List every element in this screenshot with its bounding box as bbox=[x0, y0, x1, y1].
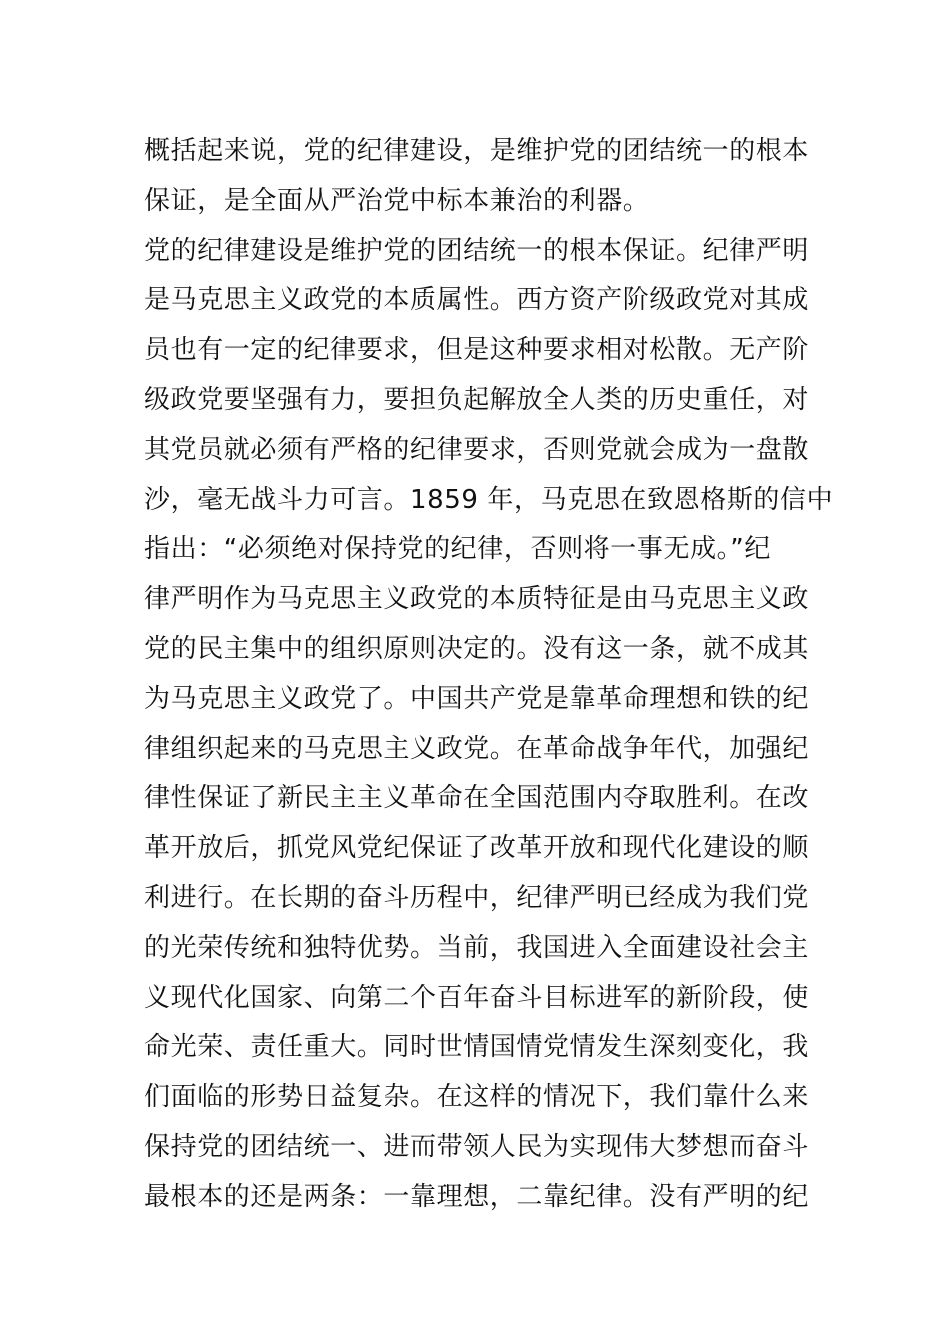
text-line: 最根本的还是两条：一靠理想，二靠纪律。没有严明的纪 bbox=[144, 1181, 810, 1212]
text-line: 律严明作为马克思主义政党的本质特征是由马克思主义政 bbox=[144, 584, 810, 615]
text-line: 党的纪律建设是维护党的团结统一的根本保证。纪律严明 bbox=[144, 235, 810, 266]
text-line: 义现代化国家、向第二个百年奋斗目标进军的新阶段，使 bbox=[144, 982, 810, 1013]
body-text bbox=[144, 127, 834, 1223]
text-line: 们面临的形势日益复杂。在这样的情况下，我们靠什么来 bbox=[144, 1082, 810, 1113]
text-line: 沙，毫无战斗力可言。1859 年，马克思在致恩格斯的信中 bbox=[144, 484, 834, 515]
text-line: 是马克思主义政党的本质属性。西方资产阶级政党对其成 bbox=[144, 285, 810, 316]
text-line: 律性保证了新民主主义革命在全国范围内夺取胜利。在改 bbox=[144, 783, 810, 814]
text-line: 级政党要坚强有力，要担负起解放全人类的历史重任，对 bbox=[144, 384, 810, 415]
text-line: 员也有一定的纪律要求，但是这种要求相对松散。无产阶 bbox=[144, 335, 810, 366]
text-line: 其党员就必须有严格的纪律要求，否则党就会成为一盘散 bbox=[144, 434, 810, 465]
text-line: 革开放后，抓党风党纪保证了改革开放和现代化建设的顺 bbox=[144, 833, 810, 864]
text-line: 概括起来说，党的纪律建设，是维护党的团结统一的根本 bbox=[144, 136, 810, 166]
text-line: 指出：“必须绝对保持党的纪律，否则将一事无成。”纪 bbox=[144, 534, 771, 565]
text-line: 保持党的团结统一、进而带领人民为实现伟大梦想而奋斗 bbox=[144, 1131, 810, 1162]
text-line: 的光荣传统和独特优势。当前，我国进入全面建设社会主 bbox=[144, 932, 810, 963]
text-line: 律组织起来的马克思主义政党。在革命战争年代，加强纪 bbox=[144, 733, 810, 764]
text-line: 为马克思主义政党了。中国共产党是靠革命理想和铁的纪 bbox=[144, 683, 810, 714]
text-line: 保证，是全面从严治党中标本兼治的利器。 bbox=[144, 185, 650, 216]
text-line: 命光荣、责任重大。同时世情国情党情发生深刻变化，我 bbox=[144, 1032, 810, 1063]
text-line: 利进行。在长期的奋斗历程中，纪律严明已经成为我们党 bbox=[144, 882, 810, 913]
text-line: 党的民主集中的组织原则决定的。没有这一条，就不成其 bbox=[144, 633, 810, 664]
